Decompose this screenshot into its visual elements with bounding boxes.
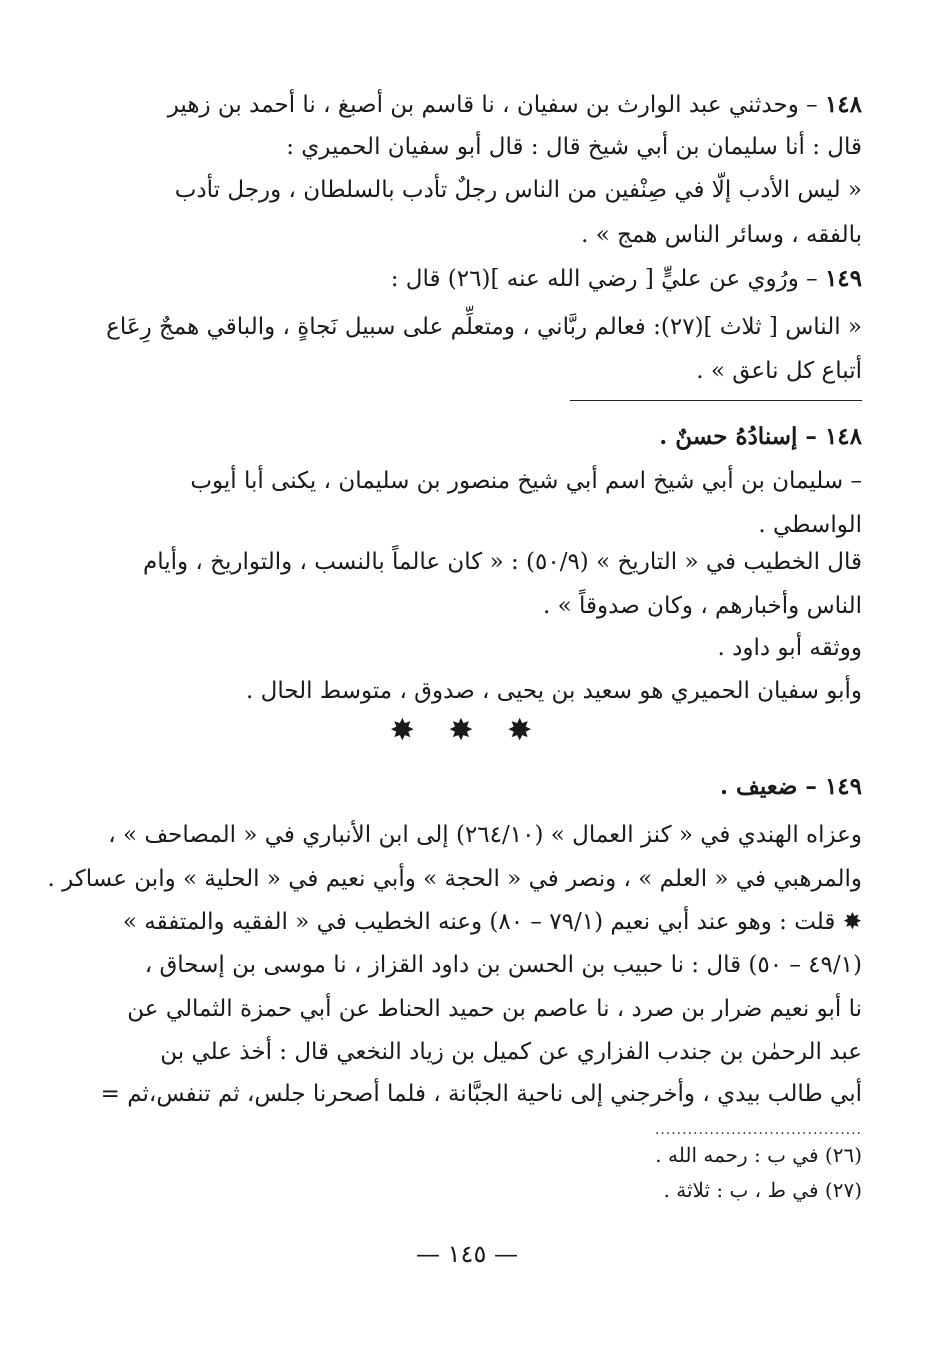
page-number: — ١٤٥ — [416,1240,518,1268]
text-line: عبد الرحمٰن بن جندب الفزاري عن كميل بن زياد النخعي قال : أخذ علي بن [160,1039,862,1065]
text-line: بالفقه ، وسائر الناس همج » . [581,222,862,248]
section-divider-stars: ✸ ✸ ✸ [389,713,545,748]
text-line: ووثقه أبو داود . [717,635,862,661]
text-line: أتباع كل ناعق » . [696,358,862,384]
section-heading: ١٤٨ – إسنادُهُ حسنٌ . [659,423,862,450]
text-line: الواسطي . [758,512,862,538]
footnote: (٢٧) في ط ، ب : ثلاثة . [663,1178,862,1202]
text-line: الناس وأخبارهم ، وكان صدوقاً » . [543,593,862,619]
text-line: قال : أنا سليمان بن أبي شيخ قال : قال أبو سفيان الحميري : [286,134,862,160]
text-line: أبي طالب بيدي ، وأخرجني إلى ناحية الجبَّانة ، فلما أصحرنا جلس، ثم تنفس،ثم = [100,1081,862,1107]
text-line: وأبو سفيان الحميري هو سعيد بن يحيى ، صدوق ، متوسط الحال . [245,678,862,704]
entry-number: ١٤٩ [824,265,862,292]
text-line: وعزاه الهندي في « كنز العمال » (٢٦٤/١٠) إلى ابن الأنباري في « المصاحف » ، [108,822,862,848]
text-line: ١٤٨ – وحدثني عبد الوارث بن سفيان ، نا قاسم بن أصبغ ، نا أحمد بن زهير [167,91,862,118]
separator-rule [570,400,862,401]
text-line: (٤٩/١ – ٥٠) قال : نا حبيب بن الحسن بن داود القزاز ، نا موسى بن إسحاق ، [144,952,862,978]
text-line: « الناس [ ثلاث ](٢٧): فعالم ربَّاني ، ومتعلِّم على سبيل نَجاةٍ ، والباقي همجٌ رِعَاع [106,314,862,340]
section-heading: ١٤٩ – ضعيف . [720,773,862,800]
text-line: – سليمان بن أبي شيخ اسم أبي شيخ منصور بن سليمان ، يكنى أبا أيوب [190,468,862,494]
footnote: (٢٦) في ب : رحمه الله . [655,1143,862,1167]
text-line: ✸ قلت : وهو عند أبي نعيم (٧٩/١ – ٨٠) وعنه الخطيب في « الفقيه والمتفقه » [122,909,862,935]
text-line: ١٤٩ – ورُوي عن عليٍّ [ رضي الله عنه ](٢٦) قال : [390,265,862,292]
footnote-separator: ...................................... [654,1122,862,1138]
text-line: والمرهبي في « العلم » ، ونصر في « الحجة » وأبي نعيم في « الحلية » وابن عساكر . [47,866,862,892]
text-line: « ليس الأدب إلّا في صِنْفين من الناس رجلٌ تأدب بالسلطان ، ورجل تأدب [174,177,862,203]
text-line: نا أبو نعيم ضرار بن صرد ، نا عاصم بن حميد الحناط عن أبي حمزة الثمالي عن [127,996,862,1022]
entry-number: ١٤٨ [824,91,862,118]
text-line: قال الخطيب في « التاريخ » (٥٠/٩) : « كان عالماً بالنسب ، والتواريخ ، وأيام [142,549,862,575]
